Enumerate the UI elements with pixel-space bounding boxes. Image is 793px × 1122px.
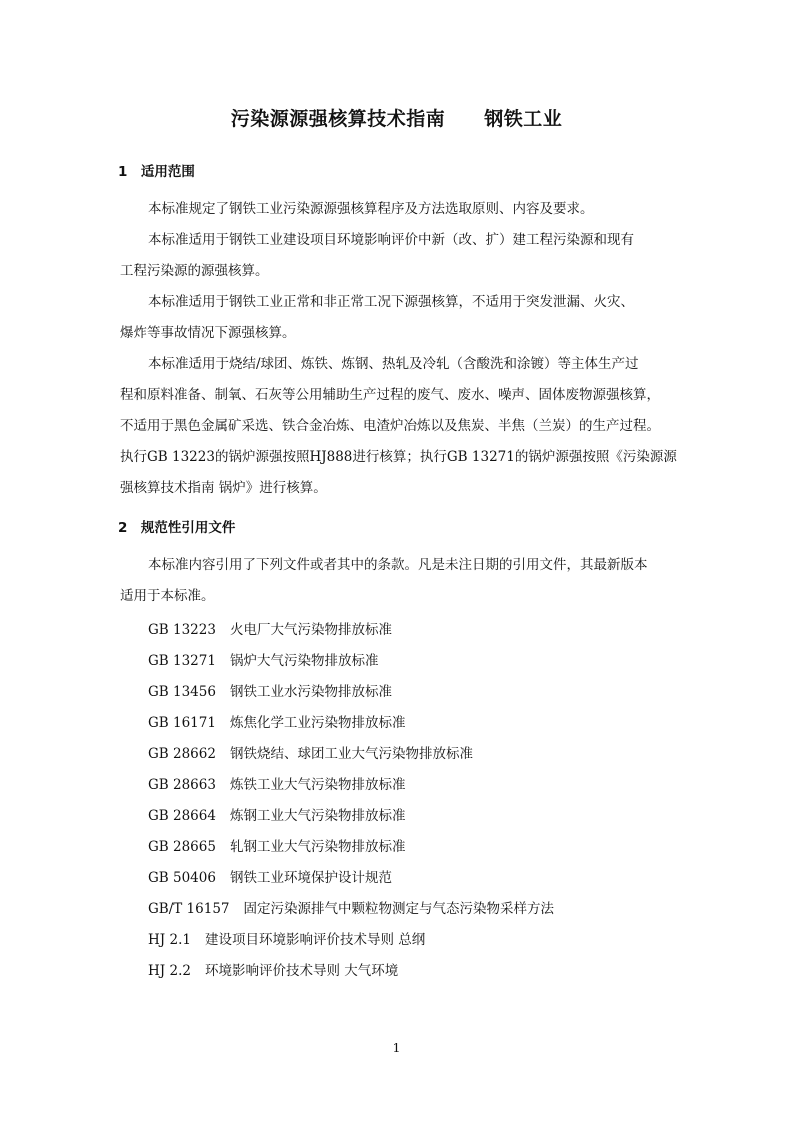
reference-code: HJ 2.1 [148, 932, 191, 948]
text-line: 本标准适用于烧结/球团、炼铁、炼钢、热轧及冷轧（含酸洗和涂镀）等主体生产过 [148, 356, 639, 372]
reference-title: 钢铁工业环境保护设计规范 [229, 870, 392, 886]
section-2-heading: 2 规范性引用文件 [118, 520, 236, 536]
reference-title: 锅炉大气污染物排放标准 [229, 653, 379, 669]
reference-item [148, 894, 554, 925]
reference-item [148, 739, 554, 770]
document-title: 污染源源强核算技术指南 钢铁工业 [230, 108, 563, 130]
reference-item [148, 677, 554, 708]
reference-code: HJ 2.2 [148, 963, 191, 979]
reference-code: GB 13456 [148, 684, 216, 700]
reference-code: GB 28664 [148, 808, 216, 824]
reference-item [148, 925, 554, 956]
page-number: 1 [392, 1040, 401, 1055]
text-line: 本标准内容引用了下列文件或者其中的条款。凡是未注日期的引用文件，其最新版本 [148, 557, 648, 573]
reference-code: GB 28665 [148, 839, 216, 855]
section-1-paragraph-3 [120, 287, 680, 349]
section-1-paragraph-1 [120, 194, 680, 225]
reference-title: 钢铁烧结、球团工业大气污染物排放标准 [229, 746, 473, 762]
reference-item [148, 770, 554, 801]
text-line: 本标准适用于钢铁工业正常和非正常工况下源强核算，不适用于突发泄漏、火灾、 [148, 294, 634, 310]
reference-title: 火电厂大气污染物排放标准 [229, 622, 392, 638]
text-line: 本标准适用于钢铁工业建设项目环境影响评价中新（改、扩）建工程污染源和现有 [148, 232, 634, 248]
reference-title: 钢铁工业水污染物排放标准 [229, 684, 392, 700]
reference-title: 固定污染源排气中颗粒物测定与气态污染物采样方法 [243, 901, 554, 917]
text-line: 工程污染源的源强核算。 [120, 263, 269, 279]
section-1-paragraph-4 [120, 349, 680, 504]
section-1-heading: 1 适用范围 [118, 164, 195, 180]
reference-list [148, 615, 554, 987]
reference-item [148, 956, 554, 987]
reference-title: 轧钢工业大气污染物排放标准 [229, 839, 406, 855]
reference-code: GB 13271 [148, 653, 216, 669]
reference-title: 炼铁工业大气污染物排放标准 [229, 777, 406, 793]
section-1-paragraph-2 [120, 225, 680, 287]
reference-item [148, 863, 554, 894]
reference-item [148, 832, 554, 863]
reference-code: GB 13223 [148, 622, 216, 638]
text-line: 程和原料准备、制氧、石灰等公用辅助生产过程的废气、废水、噪声、固体废物源强核算， [120, 387, 660, 403]
reference-item [148, 801, 554, 832]
reference-title: 环境影响评价技术导则 大气环境 [204, 963, 399, 979]
reference-code: GB 50406 [148, 870, 216, 886]
reference-title: 建设项目环境影响评价技术导则 总纲 [204, 932, 426, 948]
text-line: 适用于本标准。 [120, 588, 215, 604]
reference-item [148, 708, 554, 739]
reference-code: GB 16171 [148, 715, 216, 731]
text-line: 不适用于黑色金属矿采选、铁合金冶炼、电渣炉冶炼以及焦炭、半焦（兰炭）的生产过程。 [120, 418, 660, 434]
text-line: 执行GB 13223的锅炉源强按照HJ888进行核算；执行GB 13271的锅炉源强按照《污染源源 [120, 449, 677, 465]
reference-title: 炼焦化学工业污染物排放标准 [229, 715, 406, 731]
text-line: 强核算技术指南 锅炉》进行核算。 [120, 480, 327, 496]
reference-code: GB 28662 [148, 746, 216, 762]
section-2-paragraph-1 [120, 550, 680, 612]
reference-code: GB/T 16157 [148, 901, 230, 917]
text-line: 爆炸等事故情况下源强核算。 [120, 325, 296, 341]
reference-title: 炼钢工业大气污染物排放标准 [229, 808, 406, 824]
reference-item [148, 615, 554, 646]
reference-code: GB 28663 [148, 777, 216, 793]
text-line: 本标准规定了钢铁工业污染源源强核算程序及方法选取原则、内容及要求。 [148, 201, 594, 217]
reference-item [148, 646, 554, 677]
